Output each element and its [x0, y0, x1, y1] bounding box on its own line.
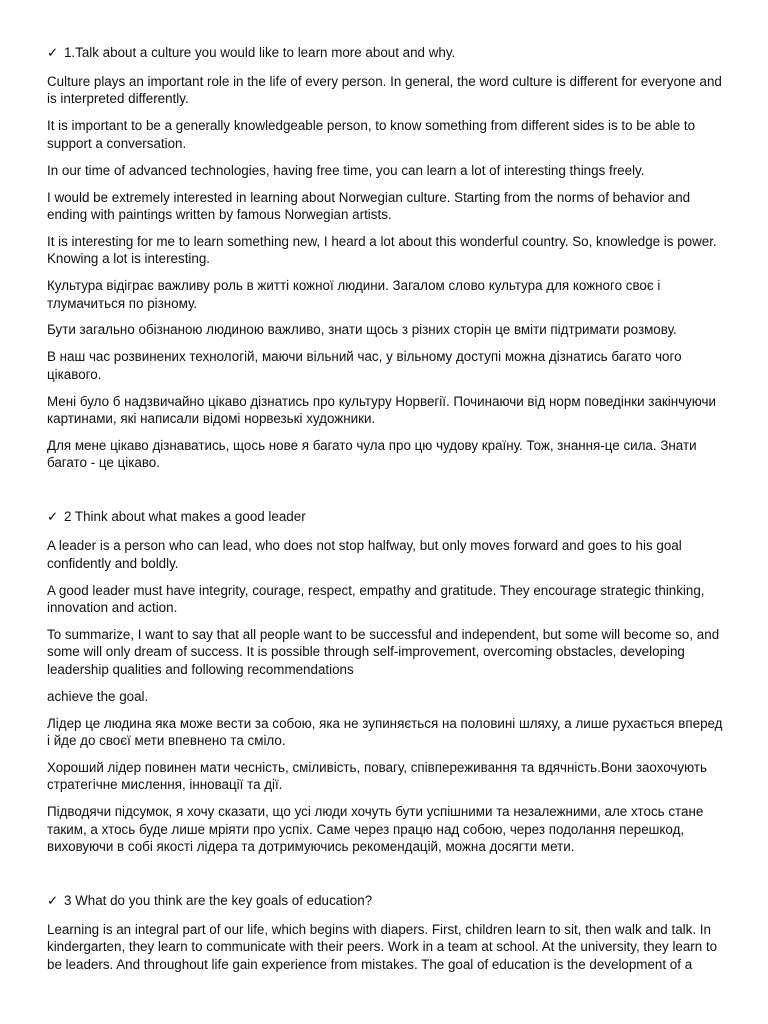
- paragraph: It is interesting for me to learn something new, I heard a lot about this wonderful country. So, knowledge is power. Knowing a lot is interesting.: [47, 233, 717, 267]
- paragraph: In our time of advanced technologies, having free time, you can learn a lot of interesting things freely.: [47, 162, 645, 178]
- check-mark-icon: ✓: [47, 45, 59, 60]
- section-1-title: 1.Talk about a culture you would like to learn more about and why.: [63, 45, 456, 60]
- paragraph: Learning is an integral part of our life, which begins with diapers. First, children learn to sit, then walk and talk. In kindergarten, they learn to communicate with their peers. Work in a team at school. At the university, they learn to be leaders. And throughout life gain experience from mistakes. The goal of education is the development of a: [47, 921, 718, 972]
- check-mark-icon: ✓: [47, 509, 59, 525]
- paragraph: Підводячи підсумок, я хочу сказати, що усі люди хочуть бути успішними та незалежними, але хтось стане таким, а хтось буде лише мріяти про успіх. Саме через працю над собою, через подолання перешкод, виховуючи в собі якості лідера та дотримуючись рекомендацій, можна досягти мети.: [47, 804, 704, 854]
- paragraph: Для мене цікаво дізнаватись, щось нове я багато чула про цю чудову країну. Тож, знання-це сила. Знати багато - це цікаво.: [47, 438, 697, 471]
- paragraph: Хороший лідер повинен мати чесність, сміливість, повагу, співпереживання та вдячність.Вони заохочують стратегічне мислення, інновації та дії.: [47, 759, 707, 793]
- section-1-heading: [47, 44, 726, 62]
- paragraph: В наш час розвинених технологій, маючи вільний час, у вільному доступі можна дізнатись багато чого цікавого.: [47, 349, 682, 382]
- paragraph: Culture plays an important role in the life of every person. In general, the word culture is different for everyone and is interpreted differently.: [47, 74, 722, 107]
- paragraph: I would be extremely interested in learning about Norwegian culture. Starting from the norms of behavior and ending with paintings written by famous Norwegian artists.: [47, 189, 691, 222]
- paragraph: Лідер це людина яка може вести за собою, яка не зупиняється на половині шляху, а лише рухається вперед і йде до своєї мети впевнено та сміло.: [47, 715, 723, 748]
- section-3-title: 3 What do you think are the key goals of education?: [63, 892, 373, 908]
- paragraph: Культура відіграє важливу роль в житті кожної людини. Загалом слово культура для кожного своє і тлумачиться по різному.: [47, 278, 661, 311]
- paragraph: A good leader must have integrity, courage, respect, empathy and gratitude. They encourage strategic thinking, innovation and action.: [47, 582, 705, 616]
- paragraph: Бути загально обізнаною людиною важливо, знати щось з різних сторін це вміти підтримати розмову.: [47, 322, 677, 338]
- paragraph: To summarize, I want to say that all people want to be successful and independent, but some will become so, and some will only dream of success. It is possible through self-improvement, overcoming obstacles, developing leadership qualities and following recommendations: [47, 626, 720, 677]
- section-spacer: [47, 865, 726, 892]
- section-3-heading: [47, 892, 726, 910]
- section-spacer: [47, 481, 726, 508]
- paragraph: Мені було б надзвичайно цікаво дізнатись про культуру Норвегії. Починаючи від норм поведінки закінчуючи картинами, які написали відомі норвезькі художники.: [47, 393, 716, 427]
- section-2-heading: [47, 508, 726, 526]
- section-2-title: 2 Think about what makes a good leader: [63, 509, 306, 525]
- paragraph: It is important to be a generally knowledgeable person, to know something from different sides is to be able to support a conversation.: [47, 118, 696, 151]
- check-mark-icon: ✓: [47, 892, 59, 908]
- paragraph: achieve the goal.: [47, 688, 149, 704]
- paragraph: A leader is a person who can lead, who does not stop halfway, but only moves forward and goes to his goal confidently and boldly.: [47, 538, 682, 571]
